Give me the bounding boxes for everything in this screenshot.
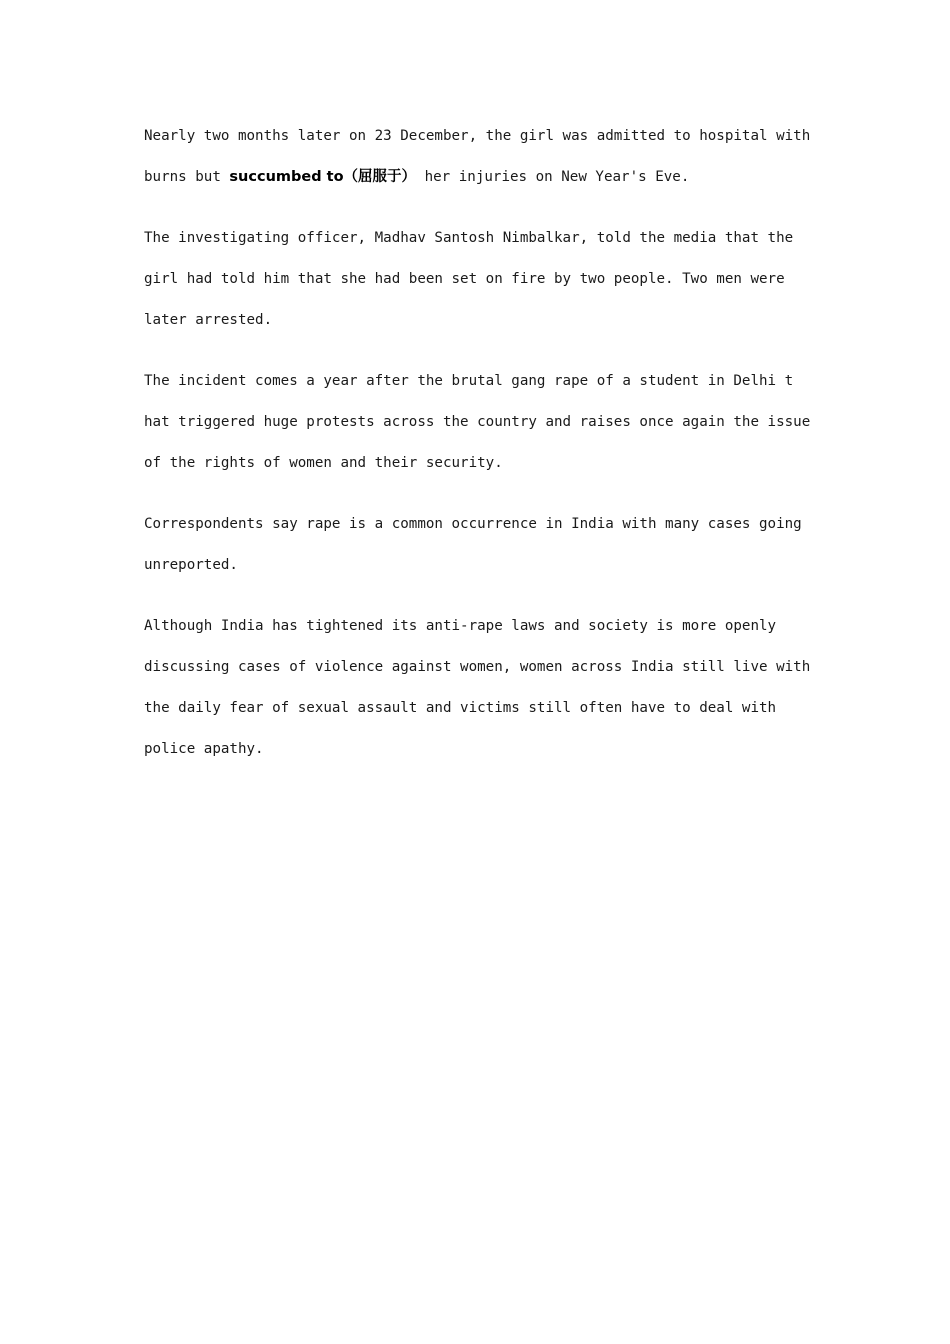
text-segment: her injuries on New Year's Eve. [416,169,690,185]
text-line: Although India has tightened its anti-rape laws and society is more openly [144,618,777,634]
bold-vocabulary-phrase: succumbed to（屈服于） [229,169,417,185]
text-line: Correspondents say rape is a common occurrence in India with many cases going [144,516,802,532]
paragraph-3 [144,361,814,484]
paragraph-1 [144,116,814,198]
text-line: later arrested. [144,312,273,328]
text-line: unreported. [144,557,238,573]
paragraph-4 [144,504,814,586]
text-line: The investigating officer, Madhav Santosh Nimbalkar, told the media that the [144,230,794,246]
text-line: of the rights of women and their security. [144,455,503,471]
paragraph-5 [144,606,814,770]
text-segment: burns but [144,169,230,185]
text-line: girl had told him that she had been set on fire by two people. Two men were [144,271,785,287]
text-line-with-highlight [144,157,814,198]
text-line: The incident comes a year after the brutal gang rape of a student in Delhi t [144,373,794,389]
document-body [144,116,814,790]
text-line: Nearly two months later on 23 December, the girl was admitted to hospital with [144,128,811,144]
text-line: the daily fear of sexual assault and victims still often have to deal with [144,700,777,716]
text-line: hat triggered huge protests across the country and raises once again the issue [144,414,811,430]
text-line: discussing cases of violence against women, women across India still live with [144,659,811,675]
paragraph-2 [144,218,814,341]
text-line: police apathy. [144,741,264,757]
